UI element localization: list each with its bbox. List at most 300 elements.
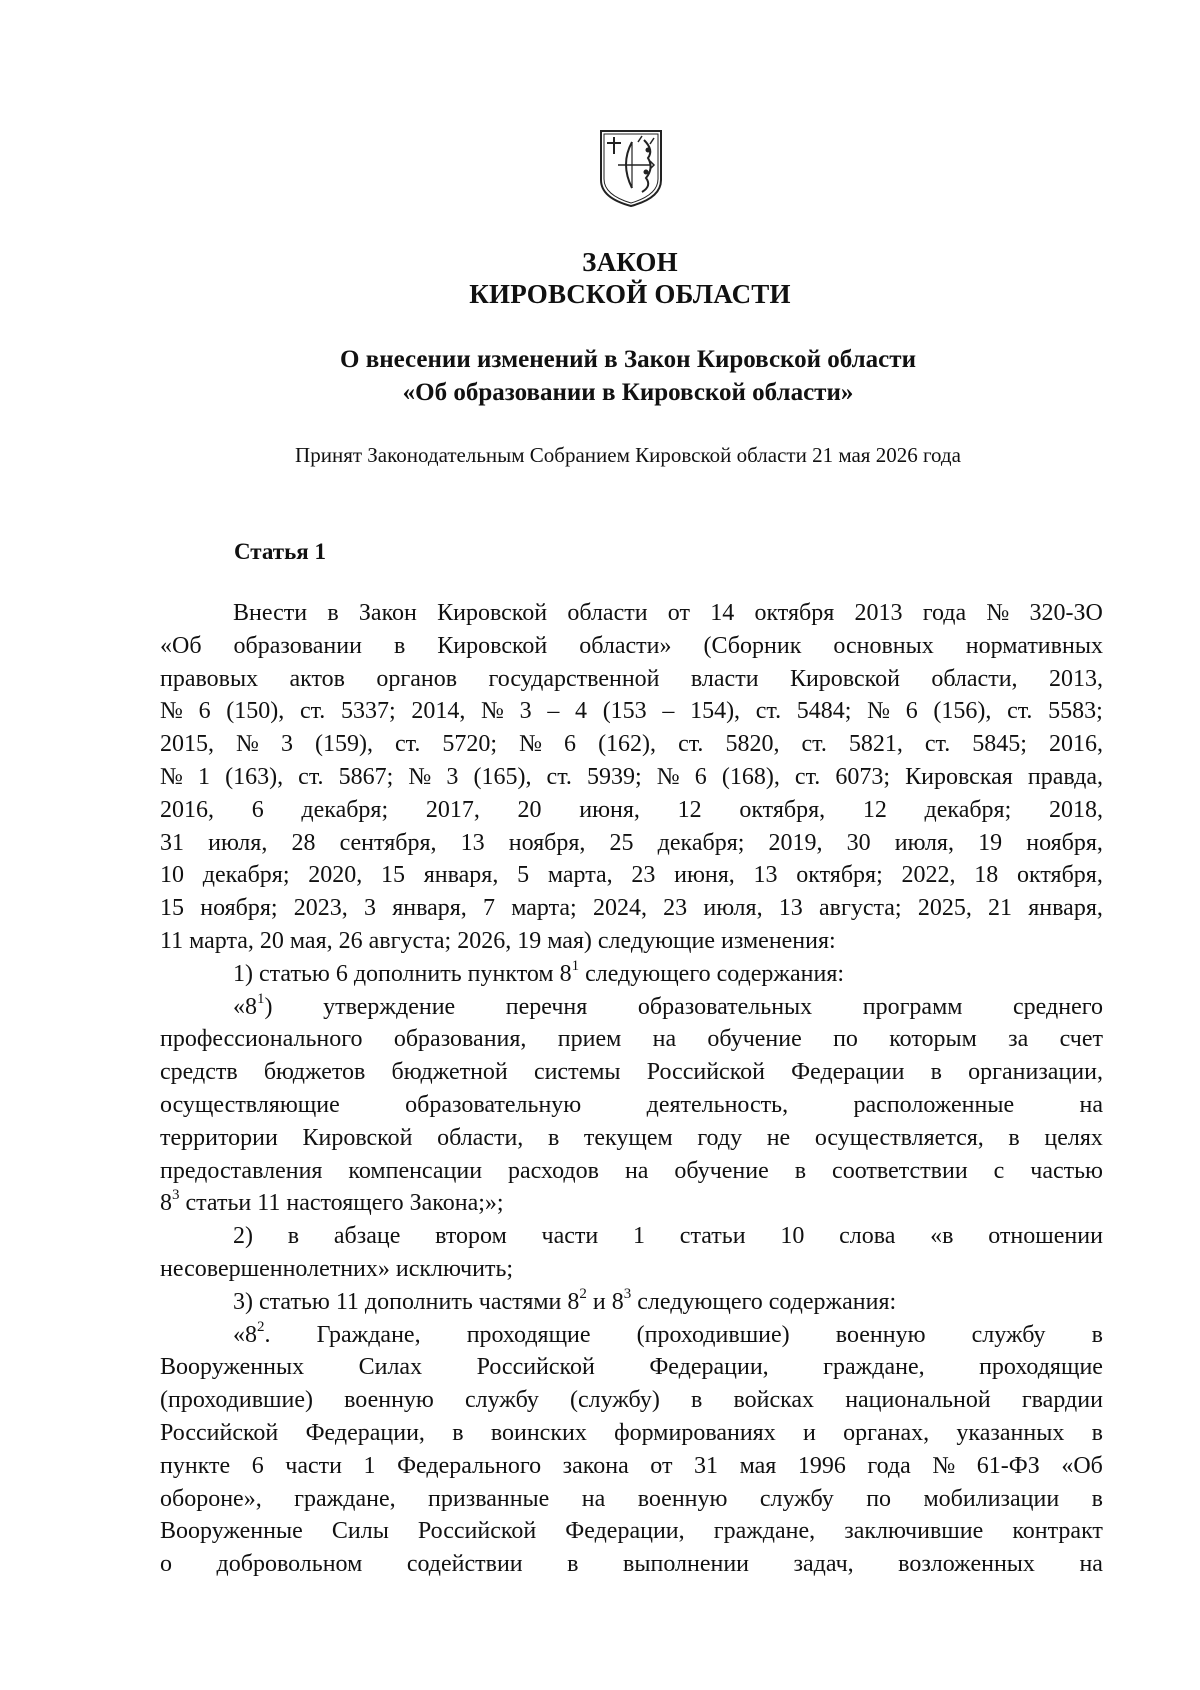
word: ст. [678, 731, 704, 758]
word: «$8^2$. [233, 1318, 271, 1348]
word: среднего [1013, 993, 1103, 1020]
word: (150), [226, 698, 285, 725]
word: национальной [845, 1387, 991, 1414]
word: 21 [988, 895, 1013, 922]
word: деятельность, [646, 1091, 789, 1118]
word: 6 [251, 1452, 264, 1479]
body-line [160, 991, 1103, 1024]
superscript: 2 [579, 1285, 587, 1302]
word: на [1079, 1091, 1103, 1118]
superscript: 2 [257, 1318, 265, 1335]
word: года [867, 1452, 911, 1479]
word: 5845; [972, 731, 1027, 758]
word: (службу) [569, 1387, 660, 1414]
word: Кировская [905, 763, 1013, 790]
body-line [160, 1089, 1103, 1122]
word: в [1008, 1124, 1020, 1151]
word: 320-ЗО [1029, 600, 1103, 626]
word: 5820, [725, 731, 780, 758]
body-line [160, 827, 1103, 860]
word: образования, [393, 1026, 527, 1053]
word: части [285, 1452, 342, 1479]
body-line [160, 1056, 1103, 1089]
word: 5867; [338, 763, 394, 790]
word: граждане, [294, 1485, 396, 1512]
word: года [922, 600, 967, 626]
word: ст. [298, 763, 324, 790]
text-run: и 8 [586, 1288, 624, 1315]
word: соответствии [832, 1157, 968, 1184]
word: Силы [331, 1518, 389, 1545]
word: на [624, 1157, 649, 1184]
word: 5583; [1048, 698, 1103, 725]
word: войсках [733, 1387, 815, 1414]
word: 1 [633, 1223, 646, 1250]
word: 5720; [442, 731, 498, 758]
word: 3 [519, 698, 532, 725]
word: 6 [564, 731, 577, 758]
word: в [930, 1059, 942, 1086]
word: № [986, 600, 1010, 626]
body-line [160, 1417, 1103, 1450]
word: (Сборник [703, 632, 802, 659]
word: содействии [406, 1551, 523, 1578]
word: 2019, [768, 829, 823, 856]
word: июня, [674, 862, 735, 889]
word: в [327, 600, 339, 626]
word: ст. [1007, 698, 1033, 725]
word: № [236, 731, 259, 758]
word: расходов [508, 1157, 599, 1184]
word: 3 [446, 763, 459, 790]
word: обучение [674, 1157, 769, 1184]
word: органов [376, 665, 458, 692]
body-line [160, 761, 1103, 794]
word: текущем [583, 1124, 673, 1151]
word: органах, [843, 1419, 930, 1446]
word: ст. [546, 763, 572, 790]
word: декабря; [657, 829, 745, 856]
word: от [650, 1452, 673, 1479]
word: основных [833, 632, 934, 659]
body-line [160, 1286, 1103, 1319]
word: 15 [160, 895, 184, 922]
word: 1996 [797, 1452, 846, 1479]
word: 6 [251, 796, 264, 823]
word: счет [1059, 1026, 1103, 1053]
word: 4 [575, 698, 587, 725]
word: октября, [1017, 862, 1103, 889]
word: ноября, [1026, 829, 1103, 856]
word: 5 [517, 862, 530, 889]
superscript: 1 [257, 990, 265, 1007]
word: 6 [694, 763, 707, 790]
word: 2016, [160, 796, 214, 823]
word: закона [562, 1452, 629, 1479]
word: 28 [291, 829, 316, 856]
word: 2022, [901, 862, 956, 889]
word: государственной [488, 665, 660, 692]
word: 19 [978, 829, 1003, 856]
word: в [690, 1387, 703, 1414]
word: ст. [395, 731, 421, 758]
word: обороне», [160, 1485, 262, 1512]
word: (159), [315, 731, 373, 758]
word: на [652, 1026, 677, 1053]
word: 61-ФЗ [976, 1452, 1040, 1479]
word: 15 [380, 862, 405, 889]
word: 13 [460, 829, 485, 856]
word: службу [464, 1387, 539, 1414]
law-subject-line-1: О внесении изменений в Закон Кировской области [340, 346, 916, 373]
word: заключившие [844, 1518, 984, 1545]
word: абзаце [333, 1223, 401, 1250]
body-line [160, 663, 1103, 696]
word: (162), [598, 731, 657, 758]
word: организации, [968, 1059, 1103, 1086]
word: (156), [933, 698, 992, 725]
body-line [160, 1319, 1103, 1352]
word: 20 [517, 796, 542, 823]
body-line [160, 1515, 1103, 1548]
law-subject-line-2: «Об образовании в Кировской области» [402, 379, 854, 406]
word: не [766, 1124, 791, 1151]
word: в [1091, 1321, 1103, 1348]
word: проходящие [979, 1354, 1103, 1381]
word: Федерации, [565, 1518, 685, 1545]
word: в [1091, 1419, 1103, 1446]
word: 1 [198, 763, 210, 790]
word: № [519, 731, 542, 758]
word: профессионального [160, 1026, 363, 1053]
text-run: следующего содержания: [631, 1288, 897, 1315]
word: 23 [663, 895, 688, 922]
superscript: 3 [623, 1285, 632, 1302]
word: (168), [721, 763, 780, 790]
word: актов [289, 665, 346, 692]
body-line [160, 1155, 1103, 1188]
word: «Об [1061, 1452, 1103, 1479]
word: июля, [703, 895, 763, 922]
word: 18 [974, 862, 999, 889]
body-line [160, 1187, 1103, 1220]
word: части [541, 1223, 599, 1250]
word: января, [392, 895, 467, 922]
adoption-note: Принят Законодательным Собранием Кировской области 21 мая 2026 года [295, 443, 961, 467]
word: 5939; [586, 763, 642, 790]
word: гвардии [1021, 1387, 1103, 1414]
word: (165), [473, 763, 532, 790]
word: военную [835, 1321, 926, 1348]
word: ст. [794, 763, 821, 790]
word: Российской [160, 1419, 279, 1446]
word: бюджетной [391, 1059, 508, 1086]
word: перечня [505, 993, 588, 1020]
word: по [833, 1026, 858, 1053]
word: указанных [956, 1419, 1065, 1446]
word: формированиях [614, 1419, 776, 1446]
word: от [667, 600, 690, 626]
word: в [794, 1157, 807, 1184]
word: средств [160, 1059, 238, 1086]
word: «$8^1$) [233, 990, 273, 1020]
word: на [1079, 1551, 1103, 1578]
word: 2024, [592, 895, 647, 922]
word: Российской [646, 1059, 765, 1086]
word: 2023, [293, 895, 348, 922]
word: призванные [428, 1485, 550, 1512]
text-run: следующего содержания: [579, 960, 845, 987]
word: военную [637, 1485, 728, 1512]
word: января, [423, 862, 499, 889]
word: предоставления [160, 1157, 323, 1184]
word: году [697, 1124, 743, 1151]
word: обучение [707, 1026, 802, 1053]
word: 6 [198, 698, 211, 725]
word: марта; [511, 895, 577, 922]
word: «в [930, 1223, 954, 1250]
word: 7 [483, 895, 496, 922]
body-line [160, 630, 1103, 663]
word: с [993, 1157, 1005, 1184]
word: контракт [1012, 1518, 1103, 1545]
word: 2016, [1048, 731, 1103, 758]
word: области [567, 600, 648, 626]
word: системы [533, 1059, 621, 1086]
word: о [160, 1551, 172, 1578]
word: октября; [796, 862, 883, 889]
word: на [581, 1485, 606, 1512]
word: статьи [679, 1223, 746, 1250]
word: мая [739, 1452, 777, 1479]
word: сентября, [339, 829, 437, 856]
body-line [160, 794, 1103, 827]
word: ст. [755, 698, 782, 725]
word: Федерации, [305, 1419, 425, 1446]
word: октября, [739, 796, 826, 823]
word: 30 [846, 829, 871, 856]
word: 2013 [854, 600, 903, 626]
body-line [160, 1351, 1103, 1384]
word: образовательную [405, 1091, 582, 1118]
word: 6073; [835, 763, 891, 790]
word: 2013, [1048, 665, 1103, 692]
word: 13 [753, 862, 778, 889]
word: Кировской [437, 600, 548, 626]
word: (проходившие) [636, 1321, 790, 1348]
word: 14 [710, 600, 735, 626]
word: власти [690, 665, 759, 692]
word: 31 [160, 829, 184, 856]
word: Кировской [302, 1124, 413, 1151]
word: Граждане, [316, 1321, 421, 1348]
word: 3 [280, 731, 293, 758]
word: проходящие [466, 1321, 591, 1348]
body-line [160, 1122, 1103, 1155]
word: № [656, 763, 680, 790]
body-line [160, 1450, 1103, 1483]
word: выполнении [623, 1551, 750, 1578]
word: 2025, [917, 895, 972, 922]
word: июля, [894, 829, 954, 856]
body-line [160, 728, 1103, 761]
word: в [287, 1223, 300, 1250]
word: за [1008, 1026, 1029, 1053]
body-line [160, 859, 1103, 892]
word: Федерального [397, 1452, 542, 1479]
word: осуществляющие [160, 1091, 340, 1118]
word: в [1091, 1485, 1103, 1512]
word: 2020, [308, 862, 363, 889]
word: 23 [631, 862, 656, 889]
superscript: 1 [571, 957, 580, 974]
word: Российской [476, 1354, 595, 1381]
word: июня, [579, 796, 640, 823]
word: граждане, [823, 1354, 925, 1381]
word: службу [971, 1321, 1046, 1348]
word: 25 [609, 829, 634, 856]
word: территории [160, 1124, 278, 1151]
word: № [932, 1452, 956, 1479]
word: 13 [778, 895, 803, 922]
word: 31 [694, 1452, 719, 1479]
word: утверждение [323, 993, 456, 1020]
word: и [803, 1419, 816, 1446]
word: Федерации [791, 1059, 905, 1086]
word: – [547, 698, 560, 725]
word: марта, [547, 862, 613, 889]
text-run: 8 [160, 1190, 172, 1217]
word: службу [759, 1485, 834, 1512]
body-line [160, 892, 1103, 925]
word: в [567, 1551, 579, 1578]
body-line [160, 1220, 1103, 1253]
word: ст. [299, 698, 326, 725]
text-run: статьи 11 настоящего Закона;»; [179, 1190, 504, 1217]
word: № [160, 763, 183, 790]
word: 6 [905, 698, 918, 725]
text-run: несовершеннолетних» исключить; [160, 1255, 514, 1282]
word: программ [862, 993, 963, 1020]
word: Силах [358, 1354, 423, 1381]
word: целях [1044, 1124, 1103, 1151]
word: возложенных [898, 1551, 1035, 1578]
word: декабря; [924, 796, 1012, 823]
text-run: 1) статью 6 дополнить пунктом 8 [233, 960, 572, 987]
article-body [160, 597, 1103, 1581]
word: декабря; [301, 796, 389, 823]
word: № [867, 698, 891, 725]
word: 10 [780, 1223, 805, 1250]
word: компенсации [348, 1157, 483, 1184]
coat-of-arms-emblem [598, 128, 664, 208]
word: граждане, [713, 1518, 816, 1545]
word: июля, [208, 829, 268, 856]
word: № [408, 763, 432, 790]
word: ноября, [508, 829, 586, 856]
word: втором [435, 1223, 507, 1250]
word: (153 [602, 698, 647, 725]
word: Вооруженные [160, 1518, 303, 1545]
body-line [160, 1253, 1103, 1286]
word: военную [344, 1387, 434, 1414]
word: Вооруженных [160, 1354, 305, 1381]
word: 1 [363, 1452, 376, 1479]
word: 12 [862, 796, 887, 823]
word: которым [889, 1026, 977, 1053]
word: области, [437, 1124, 524, 1151]
law-region: КИРОВСКОЙ ОБЛАСТИ [469, 279, 791, 309]
body-line [160, 597, 1103, 630]
word: Закон [358, 600, 417, 626]
word: нормативных [965, 632, 1103, 659]
word: частью [1030, 1157, 1103, 1184]
word: прием [557, 1026, 622, 1053]
body-line [160, 1023, 1103, 1056]
word: 5484; [796, 698, 852, 725]
word: Кировской [789, 665, 900, 692]
word: 10 [160, 862, 184, 889]
word: октября [754, 600, 835, 626]
word: ноября; [200, 895, 278, 922]
word: № [160, 698, 183, 725]
word: 12 [677, 796, 702, 823]
text-run: 3) статью 11 дополнить частями 8 [233, 1288, 580, 1315]
body-line [160, 1483, 1103, 1516]
word: Кировской [437, 632, 548, 659]
word: в [393, 632, 406, 659]
word: области» [579, 632, 672, 659]
word: образовательных [637, 993, 813, 1020]
body-line [160, 695, 1103, 728]
word: слова [839, 1223, 896, 1250]
word: области, [931, 665, 1018, 692]
word: января, [1028, 895, 1103, 922]
word: – [662, 698, 675, 725]
word: расположенные [853, 1091, 1015, 1118]
word: 5821, [848, 731, 903, 758]
word: № [481, 698, 504, 725]
word: декабря; [202, 862, 290, 889]
word: в [547, 1124, 560, 1151]
word: правовых [160, 665, 259, 692]
body-line [160, 958, 1103, 991]
body-line [160, 1548, 1103, 1581]
word: задач, [793, 1551, 854, 1578]
word: по [866, 1485, 892, 1512]
word: мобилизации [923, 1485, 1060, 1512]
word: добровольном [216, 1551, 363, 1578]
word: (проходившие) [160, 1387, 313, 1414]
word: ст. [924, 731, 951, 758]
law-title: ЗАКОН [582, 247, 678, 277]
article-heading: Статья 1 [234, 539, 326, 564]
word: ст. [801, 731, 827, 758]
word: 2014, [411, 698, 466, 725]
word: Федерации, [649, 1354, 769, 1381]
word: 5337; [340, 698, 396, 725]
word: осуществляется, [814, 1124, 984, 1151]
word: Внести [233, 600, 308, 626]
word: правда, [1027, 763, 1103, 790]
word: 2) [233, 1223, 253, 1250]
word: Российской [417, 1518, 537, 1545]
word: отношении [988, 1223, 1103, 1250]
word: образовании [233, 632, 362, 659]
word: в [452, 1419, 464, 1446]
word: пункте [160, 1452, 231, 1479]
word: 2018, [1048, 796, 1103, 823]
